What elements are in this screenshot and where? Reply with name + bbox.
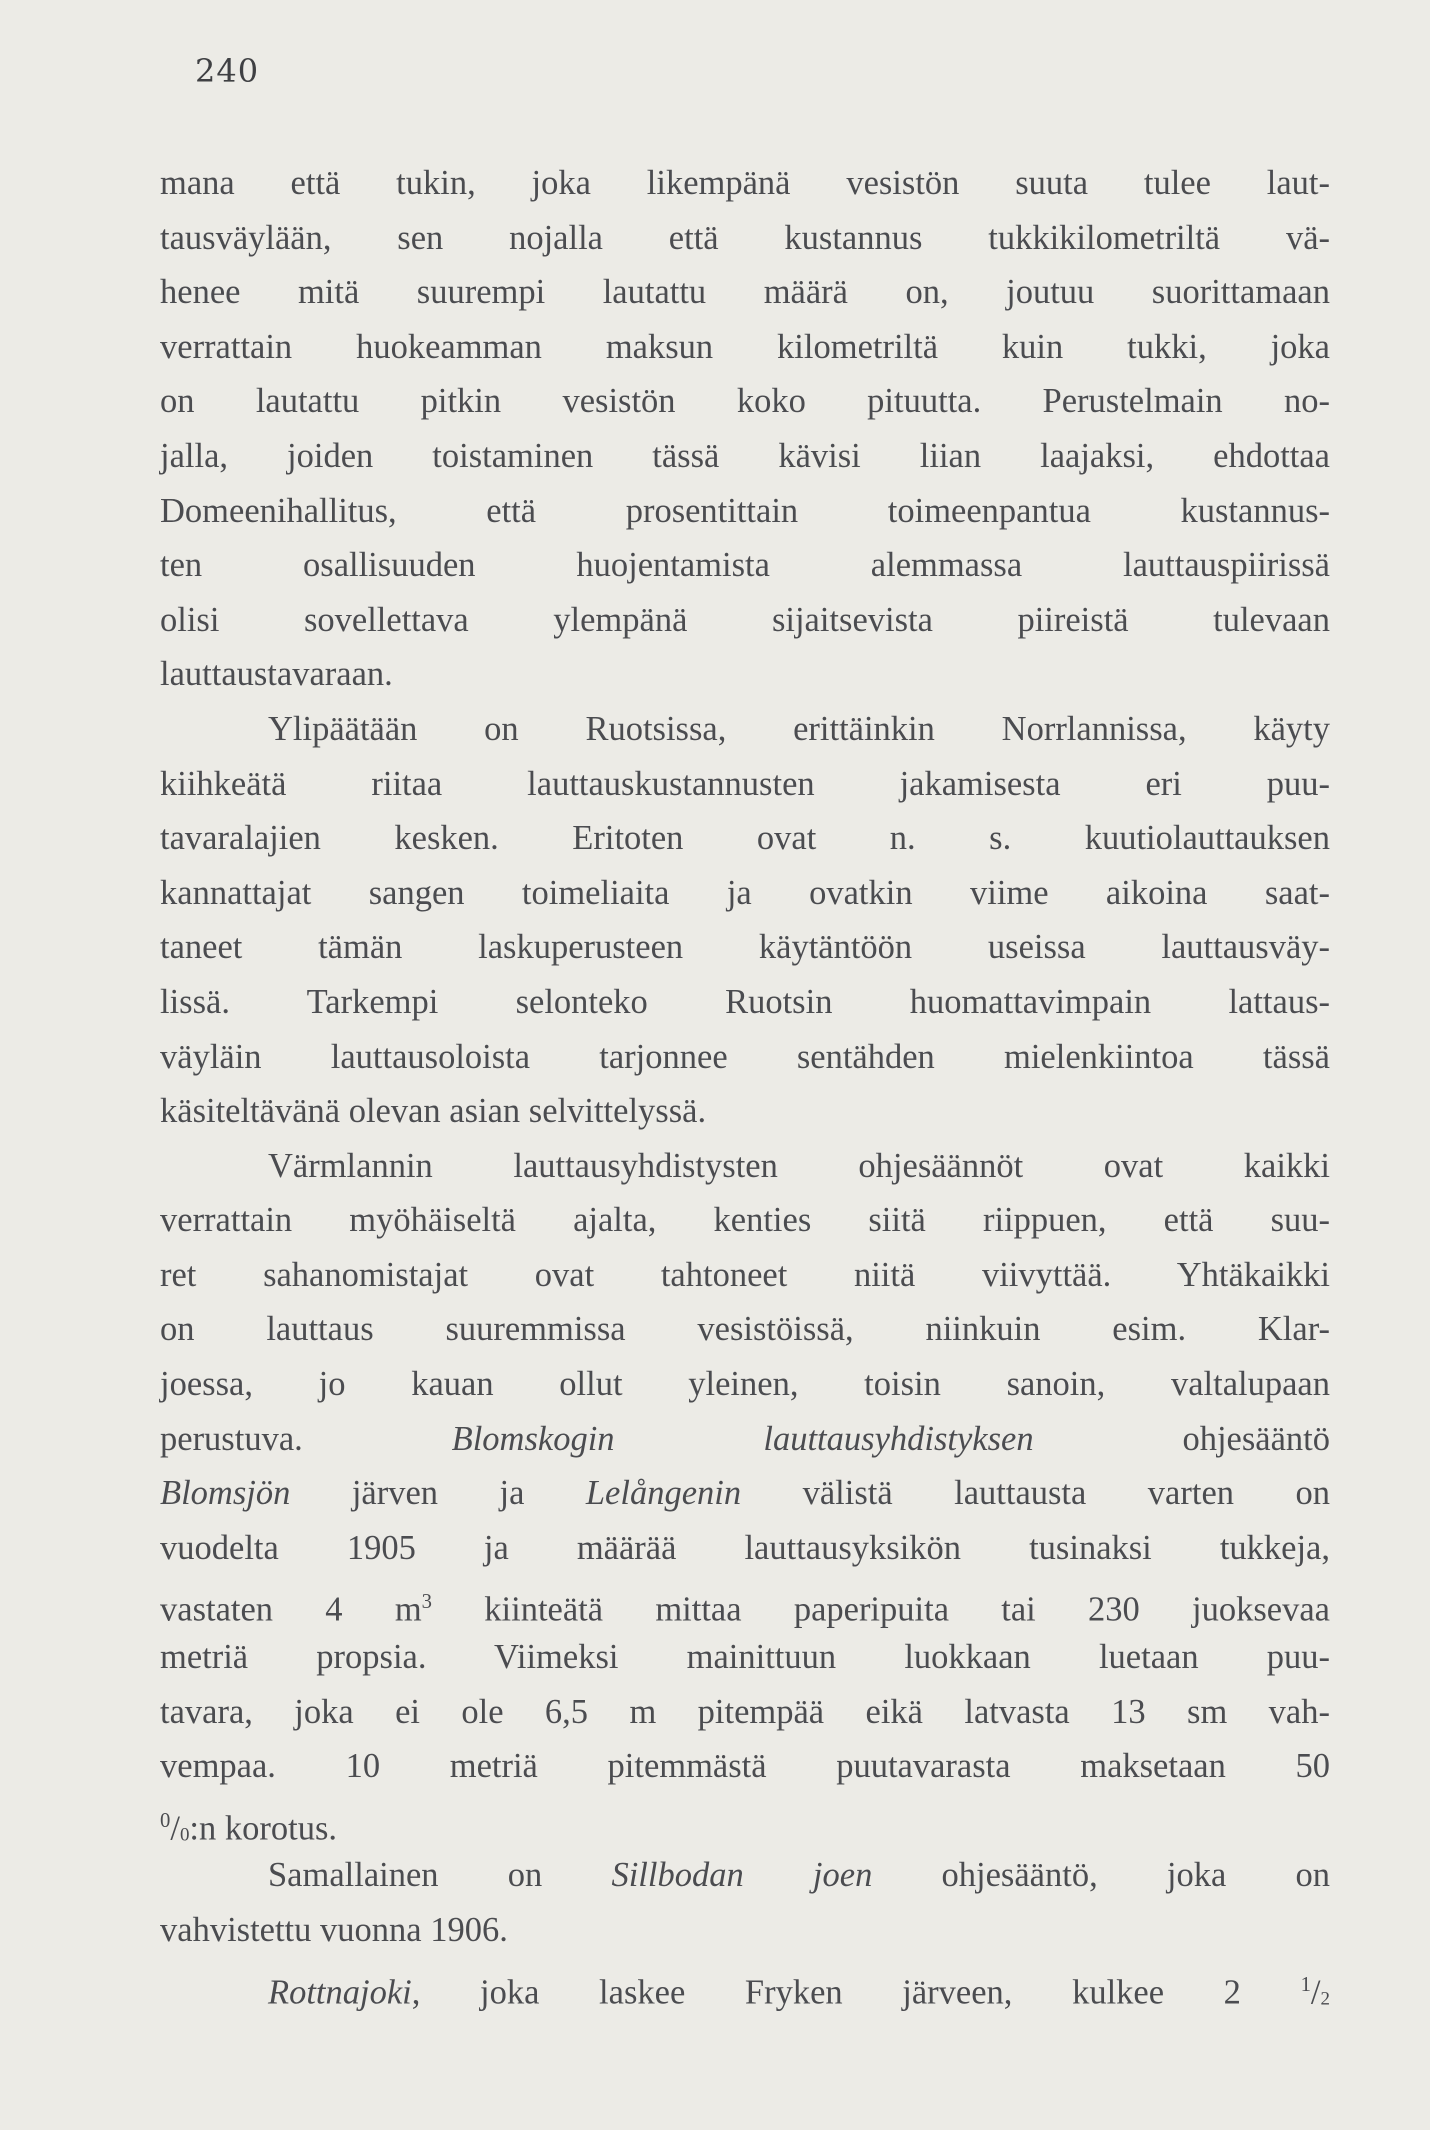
text-segment: / (1310, 1973, 1321, 2011)
text-segment: Domeenihallitus, että prosentittain toimeenpantua kustannus- (160, 491, 1330, 530)
text-line (160, 1193, 1330, 1248)
text-line (160, 1794, 1330, 1849)
text-line (160, 702, 1330, 757)
text-line (160, 1685, 1330, 1740)
text-segment: jalla, joiden toistaminen tässä kävisi liian laajaksi, ehdottaa (160, 436, 1330, 475)
text-segment: Samallainen on (268, 1856, 612, 1895)
page-number: 240 (195, 52, 260, 90)
text-segment: järven ja (290, 1474, 586, 1513)
text-line (160, 866, 1330, 921)
text-segment: vempaa. 10 metriä pitemmästä puutavarasta maksetaan 50 (160, 1747, 1330, 1786)
text-segment: perustuva. (160, 1419, 452, 1458)
text-line (160, 1248, 1330, 1303)
text-segment: / (170, 1809, 180, 1848)
text-segment: olisi sovellettava ylempänä sijaitsevista piireistä tulevaan (160, 600, 1330, 639)
text-segment: tavara, joka ei ole 6,5 m pitempää eikä latvasta 13 sm vah- (160, 1692, 1330, 1731)
text-segment: joessa, jo kauan ollut yleinen, toisin sanoin, valtalupaan (160, 1365, 1330, 1404)
text-line (160, 1575, 1330, 1630)
text-segment: ohjesääntö (1033, 1419, 1330, 1458)
body-text (160, 156, 1330, 2012)
text-segment: Ylipäätään on Ruotsissa, erittäinkin Norrlannissa, käyty (268, 709, 1330, 748)
text-segment: välistä lauttausta varten on (741, 1474, 1330, 1513)
text-segment: verrattain myöhäiseltä ajalta, kenties siitä riippuen, että suu- (160, 1201, 1330, 1240)
text-line (160, 1521, 1330, 1576)
text-segment: lissä. Tarkempi selonteko Ruotsin huomattavimpain lattaus- (160, 982, 1330, 1021)
text-segment: on lauttaus suuremmissa vesistöissä, niinkuin esim. Klar- (160, 1310, 1330, 1349)
text-segment: 0 (179, 1824, 190, 1846)
text-line (160, 265, 1330, 320)
text-segment: 1 (1300, 1973, 1311, 1996)
text-segment: :n korotus. (189, 1809, 338, 1848)
text-segment: ohjesääntö, joka on (872, 1856, 1331, 1895)
text-segment: taneet tämän laskuperusteen käytäntöön useissa lauttausväy- (160, 928, 1330, 967)
text-line (160, 1030, 1330, 1085)
text-segment: kannattajat sangen toimeliaita ja ovatkin viime aikoina saat- (160, 873, 1330, 912)
text-line (160, 484, 1330, 539)
text-segment: henee mitä suurempi lautattu määrä on, joutuu suorittamaan (160, 273, 1330, 312)
text-segment: on lautattu pitkin vesistön koko pituutta. Perustelmain no- (160, 382, 1330, 421)
italic-name: Lelångenin (585, 1474, 742, 1513)
text-segment: verrattain huokeamman maksun kilometriltä kuin tukki, joka (160, 327, 1330, 366)
text-line (160, 593, 1330, 648)
text-segment: tausväylään, sen nojalla että kustannus tukkikilometriltä vä- (160, 218, 1330, 257)
text-line (160, 1139, 1330, 1194)
text-segment: tavaralajien kesken. Eritoten ovat n. s. kuutiolauttauksen (160, 819, 1330, 858)
text-segment: ret sahanomistajat ovat tahtoneet niitä viivyttää. Yhtäkaikki (160, 1255, 1330, 1294)
text-segment: 2 (1320, 1987, 1330, 2009)
text-segment: kiihkeätä riitaa lauttauskustannusten jakamisesta eri puu- (160, 764, 1330, 803)
text-line (160, 1848, 1330, 1903)
text-segment: Värmlannin lauttausyhdistysten ohjesäännöt ovat kaikki (268, 1146, 1330, 1185)
text-line (160, 920, 1330, 975)
text-line (160, 1357, 1330, 1412)
text-segment: ten osallisuuden huojentamista alemmassa lauttauspiirissä (160, 546, 1330, 585)
text-line (160, 1302, 1330, 1357)
text-line (160, 320, 1330, 375)
text-line (160, 811, 1330, 866)
text-segment: mana että tukin, joka likempänä vesistön suuta tulee laut- (160, 164, 1330, 202)
italic-name: Blomsjön (160, 1474, 291, 1513)
text-segment: vuodelta 1905 ja määrää lauttausyksikön tusinaksi tukkeja, (160, 1528, 1330, 1567)
text-line (160, 211, 1330, 266)
text-line (160, 538, 1330, 593)
text-line (160, 647, 1330, 702)
italic-name: Blomskogin lauttausyhdistyksen (451, 1419, 1034, 1458)
text-line (160, 374, 1330, 429)
text-segment: , joka laskee Fryken järveen, kulkee 2 (411, 1973, 1301, 2011)
text-line (160, 1739, 1330, 1794)
text-line (160, 975, 1330, 1030)
text-segment: lauttaustavaraan. (160, 655, 393, 694)
text-line (160, 1630, 1330, 1685)
text-segment: kiinteätä mittaa paperipuita tai 230 juoksevaa (432, 1590, 1330, 1629)
text-segment: vastaten 4 m (160, 1590, 422, 1629)
text-segment: vahvistettu vuonna 1906. (160, 1911, 508, 1949)
text-segment: 3 (421, 1591, 433, 1614)
text-line (160, 1084, 1330, 1139)
text-line (160, 1958, 1330, 2013)
italic-name: Rottnajoki (268, 1973, 412, 2011)
text-line (160, 156, 1330, 211)
text-line (160, 1412, 1330, 1467)
text-line (160, 429, 1330, 484)
text-line (160, 1903, 1330, 1958)
text-line (160, 757, 1330, 812)
text-segment: väyläin lauttausoloista tarjonnee sentähden mielenkiintoa tässä (160, 1037, 1330, 1076)
text-segment: käsiteltävänä olevan asian selvittelyssä. (160, 1092, 707, 1131)
text-line (160, 1466, 1330, 1521)
text-segment: metriä propsia. Viimeksi mainittuun luokkaan luetaan puu- (160, 1638, 1330, 1677)
italic-name: Sillbodan joen (611, 1856, 873, 1895)
text-segment: 0 (160, 1809, 171, 1832)
